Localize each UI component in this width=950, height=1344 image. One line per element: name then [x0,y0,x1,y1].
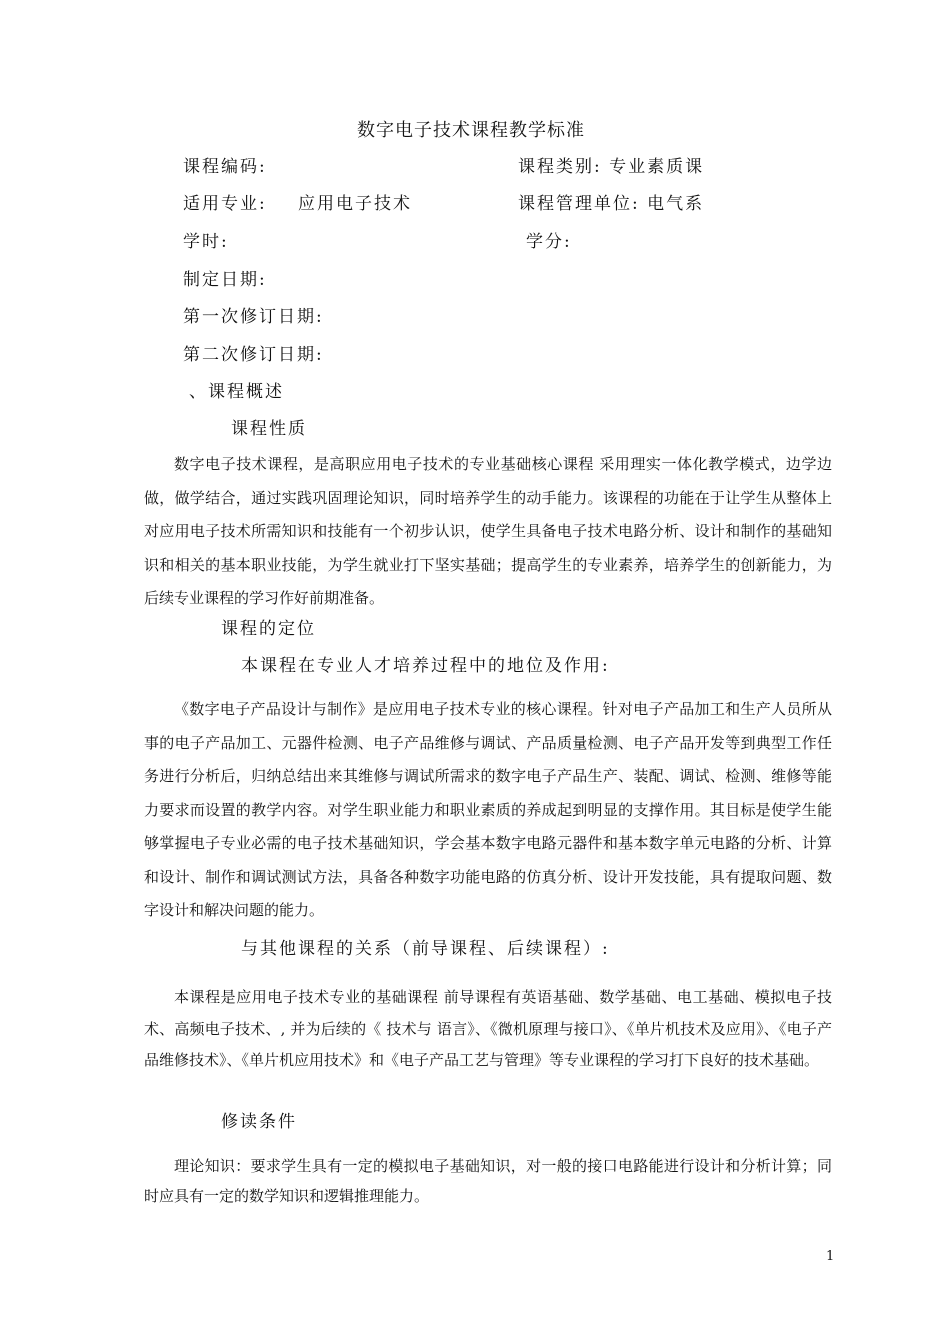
nature-paragraph-block [144,448,832,616]
applicable-major-label: 适用专业: [183,194,267,214]
course-category-field: 课程类别: 专业素质课 [518,157,705,177]
overview-heading: 、课程概述 [189,382,284,402]
prerequisite-paragraph: 理论知识：要求学生具有一定的模拟电子基础知识，对一般的接口电路能进行设计和分析计算；同时应具有一定的数学知识和逻辑推理能力。 [144,1157,832,1205]
management-unit-field: 课程管理单位: 电气系 [518,194,705,214]
role-paragraph-block [144,693,832,928]
prerequisite-heading: 修读条件 [221,1112,297,1132]
hours-label: 学时: [183,232,229,252]
first-revision-date-label: 第一次修订日期: [183,307,324,327]
relation-paragraph: 本课程是应用电子技术专业的基础课程 前导课程有英语基础、数学基础、电工基础、模拟电子技术、高频电子技术、, 并为后续的《 技术与 语言》、《微机原理与接口》、《单片机技术及应用》、《电子产品维修技术》、《单片机应用技术》和《电子产品工艺与管理》等专业课程的学习打下良好的技术基础。 [144,988,832,1069]
credits-label: 学分: [526,232,572,252]
course-code-label: 课程编码: [183,157,267,177]
created-date-label: 制定日期: [183,270,267,290]
relation-subheading: 与其他课程的关系（前导课程、后续课程）: [241,939,610,959]
nature-heading: 课程性质 [231,419,307,439]
page-number: 1 [826,1249,835,1264]
role-paragraph: 《数字电子产品设计与制作》是应用电子技术专业的核心课程。针对电子产品加工和生产人员所从事的电子产品加工、元器件检测、电子产品维修与调试、产品质量检测、电子产品开发等到典型工作任务进行分析后，归纳总结出来其维修与调试所需求的数字电子产品生产、装配、调试、检测、维修等能力要求而设置的教学内容。对学生职业能力和职业素质的养成起到明显的支撑作用。其目标是使学生能够掌握电子专业必需的电子技术基础知识，学会基本数字电路元器件和基本数字单元电路的分析、计算和设计、制作和调试测试方法，具备各种数字功能电路的仿真分析、设计开发技能，具有提取问题、数字设计和解决问题的能力。 [144,700,832,919]
prerequisite-paragraph-block [144,1151,832,1211]
document-title: 数字电子技术课程教学标准 [357,120,585,141]
applicable-major-value: 应用电子技术 [298,194,412,214]
positioning-heading: 课程的定位 [221,619,316,639]
nature-paragraph: 数字电子技术课程，是高职应用电子技术的专业基础核心课程 采用理实一体化教学模式，边学边做，做学结合，通过实践巩固理论知识，同时培养学生的动手能力。该课程的功能在于让学生从整体上对应用电子技术所需知识和技能有一个初步认识，使学生具备电子技术电路分析、设计和制作的基础知识和相关的基本职业技能，为学生就业打下坚实基础；提高学生的专业素养，培养学生的创新能力，为后续专业课程的学习作好前期准备。 [144,455,832,607]
relation-paragraph-block [144,982,832,1077]
role-subheading: 本课程在专业人才培养过程中的地位及作用: [241,656,610,676]
second-revision-date-label: 第二次修订日期: [183,345,324,365]
